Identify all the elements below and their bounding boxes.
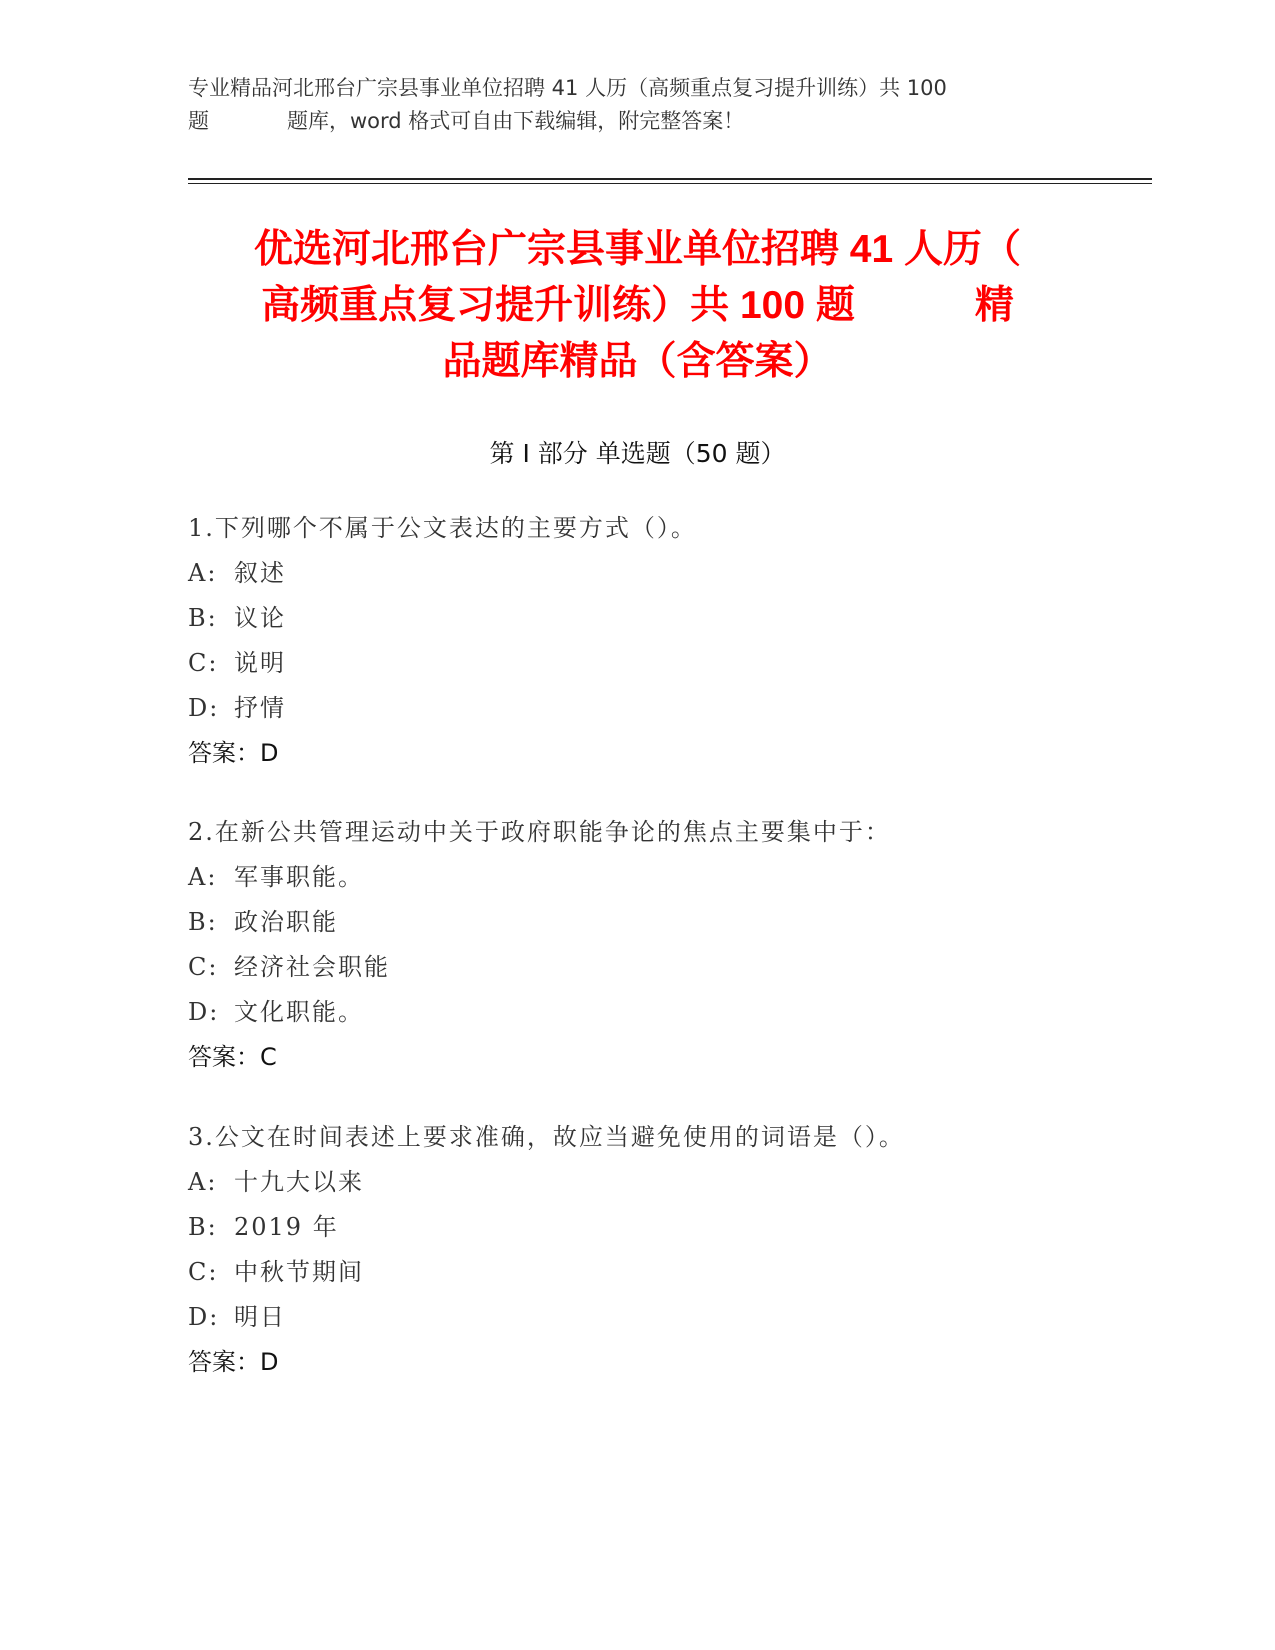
option-a xyxy=(188,551,1148,596)
answer: 答案：D xyxy=(188,1348,279,1376)
answer: 答案：D xyxy=(188,739,279,767)
main-title-line1: 优选河北邢台广宗县事业单位招聘 41 人历（ xyxy=(253,228,1022,271)
main-title-line2 xyxy=(170,278,1105,334)
option-letter: C: xyxy=(188,649,219,677)
option-d xyxy=(188,686,1148,731)
option-text: 经济社会职能 xyxy=(234,953,390,981)
question-2 xyxy=(188,810,1148,1080)
option-c xyxy=(188,1250,1148,1295)
header-rule-thick xyxy=(188,178,1152,180)
option-a xyxy=(188,855,1148,900)
option-letter: B: xyxy=(188,908,218,936)
option-text: 政治职能 xyxy=(234,908,338,936)
option-letter: A: xyxy=(188,1168,218,1196)
option-letter: D: xyxy=(188,998,220,1026)
option-text: 叙述 xyxy=(234,559,286,587)
option-b xyxy=(188,1205,1148,1250)
option-letter: D: xyxy=(188,694,220,722)
question-text: 1.下列哪个不属于公文表达的主要方式（）。 xyxy=(188,514,697,542)
option-text: 文化职能。 xyxy=(234,998,364,1026)
main-title xyxy=(170,222,1105,390)
option-c xyxy=(188,945,1148,990)
option-letter: C: xyxy=(188,953,219,981)
header-note-line2 xyxy=(188,105,1088,138)
option-b xyxy=(188,596,1148,641)
option-letter: C: xyxy=(188,1258,219,1286)
header-note xyxy=(188,72,1088,138)
option-letter: B: xyxy=(188,1213,218,1241)
option-letter: A: xyxy=(188,863,218,891)
question-text: 3.公文在时间表述上要求准确，故应当避免使用的词语是（）。 xyxy=(188,1123,905,1151)
header-note-line2-b: 题库，word 格式可自由下载编辑，附完整答案！ xyxy=(287,109,745,133)
option-text: 2019 年 xyxy=(234,1213,339,1241)
answer: 答案：C xyxy=(188,1043,277,1071)
option-letter: D: xyxy=(188,1303,220,1331)
main-title-line3: 品题库精品（含答案） xyxy=(442,340,833,383)
option-text: 说明 xyxy=(234,649,286,677)
option-text: 明日 xyxy=(234,1303,286,1331)
option-b xyxy=(188,900,1148,945)
question-1 xyxy=(188,506,1148,776)
option-a xyxy=(188,1160,1148,1205)
option-text: 议论 xyxy=(234,604,286,632)
option-c xyxy=(188,641,1148,686)
option-d xyxy=(188,990,1148,1035)
main-title-line2-b: 精 xyxy=(974,284,1014,327)
header-note-line1: 专业精品河北邢台广宗县事业单位招聘 41 人历（高频重点复习提升训练）共 100 xyxy=(188,76,947,100)
option-letter: B: xyxy=(188,604,218,632)
question-3 xyxy=(188,1115,1148,1385)
header-note-line2-a: 题 xyxy=(188,109,209,133)
header-rule-thin xyxy=(188,183,1152,184)
option-text: 军事职能。 xyxy=(234,863,364,891)
main-title-line2-a: 高频重点复习提升训练）共 100 题 xyxy=(261,284,855,327)
option-d xyxy=(188,1295,1148,1340)
option-text: 抒情 xyxy=(234,694,286,722)
section-title: 第 I 部分 单选题（50 题） xyxy=(489,439,786,468)
question-text: 2.在新公共管理运动中关于政府职能争论的焦点主要集中于： xyxy=(188,818,891,846)
option-text: 中秋节期间 xyxy=(234,1258,364,1286)
option-text: 十九大以来 xyxy=(234,1168,364,1196)
option-letter: A: xyxy=(188,559,218,587)
